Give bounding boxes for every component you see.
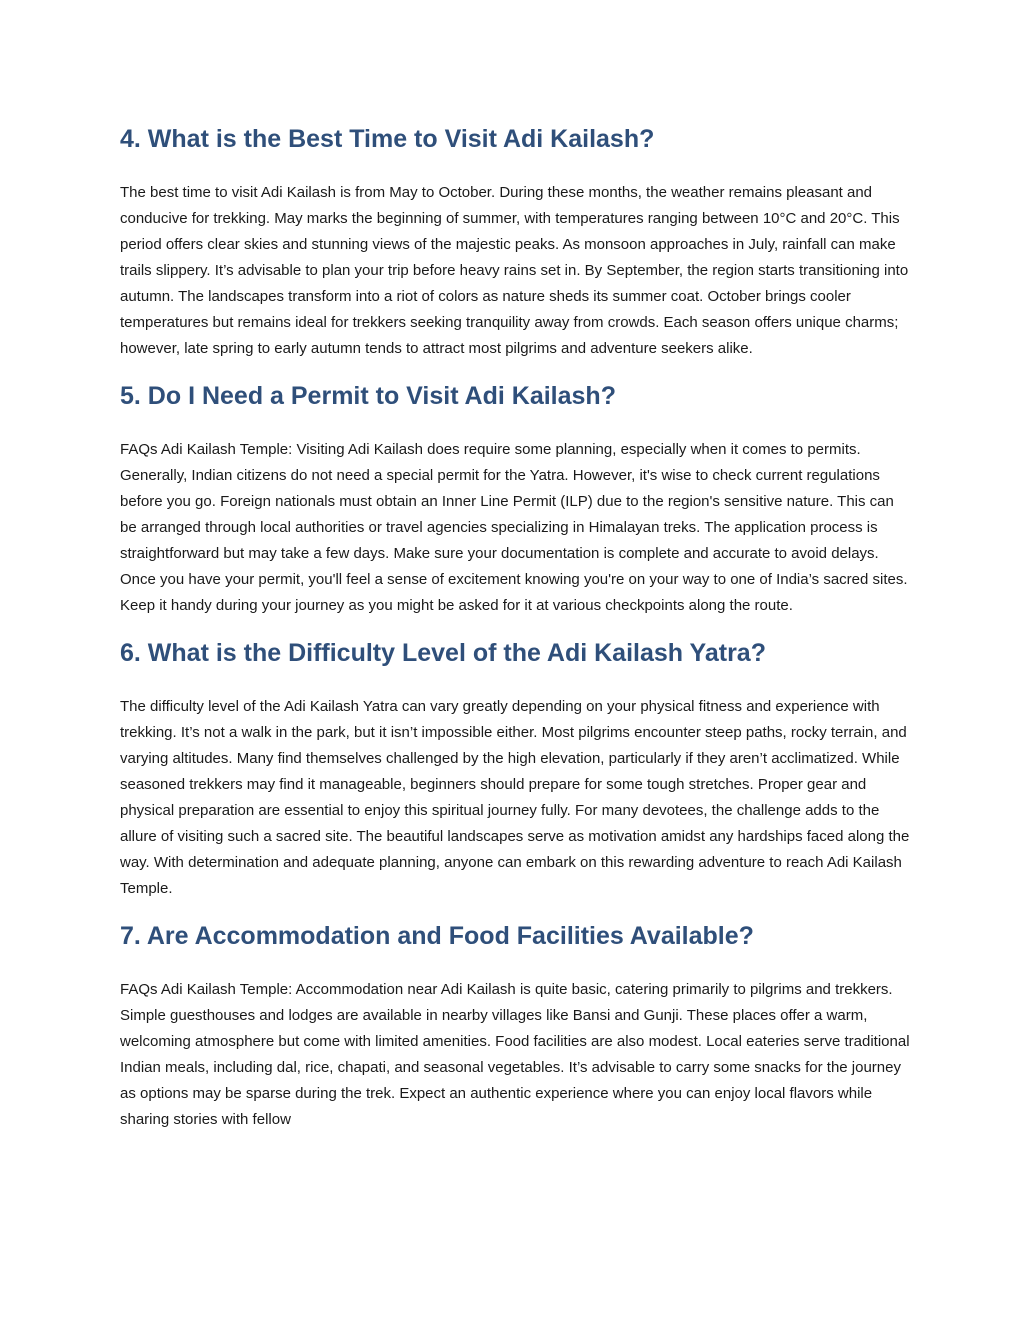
section-heading: 5. Do I Need a Permit to Visit Adi Kailash? xyxy=(120,382,616,410)
section-heading: 6. What is the Difficulty Level of the Adi Kailash Yatra? xyxy=(120,639,766,667)
section-body: The difficulty level of the Adi Kailash Yatra can vary greatly depending on your physical fitness and experience with trekking. It’s not a walk in the park, but it isn’t impossible either. Most pilgrims encounter steep paths, rocky terrain, and varying altitudes. Many find themselves challenged by the high elevation, particularly if they aren’t acclimatized. While seasoned trekkers may find it manageable, beginners should prepare for some tough stretches. Proper gear and physical preparation are essential to enjoy this spiritual journey fully. For many devotees, the challenge adds to the allure of visiting such a sacred site. The beautiful landscapes serve as motivation amidst any hardships faced along the way. With determination and adequate planning, anyone can embark on this rewarding adventure to reach Adi Kailash Temple. xyxy=(120,698,910,897)
faq-section-permit xyxy=(120,375,910,619)
section-heading: 4. What is the Best Time to Visit Adi Kailash? xyxy=(120,125,655,153)
section-body: FAQs Adi Kailash Temple: Visiting Adi Kailash does require some planning, especially when it comes to permits. Generally, Indian citizens do not need a special permit for the Yatra. However, it's wise to check current regulations before you go. Foreign nationals must obtain an Inner Line Permit (ILP) due to the region's sensitive nature. This can be arranged through local authorities or travel agencies specializing in Himalayan treks. The application process is straightforward but may take a few days. Make sure your documentation is complete and accurate to avoid delays. Once you have your permit, you'll feel a sense of excitement knowing you're on your way to one of India’s sacred sites. Keep it handy during your journey as you might be asked for it at various checkpoints along the route. xyxy=(120,441,908,614)
faq-section-accommodation xyxy=(120,915,910,1133)
section-heading: 7. Are Accommodation and Food Facilities Available? xyxy=(120,922,754,950)
faq-section-best-time xyxy=(120,118,910,362)
section-body: FAQs Adi Kailash Temple: Accommodation near Adi Kailash is quite basic, catering primarily to pilgrims and trekkers. Simple guesthouses and lodges are available in nearby villages like Bansi and Gunji. These places offer a warm, welcoming atmosphere but come with limited amenities. Food facilities are also modest. Local eateries serve traditional Indian meals, including dal, rice, chapati, and seasonal vegetables. It’s advisable to carry some snacks for the journey as options may be sparse during the trek. Expect an authentic experience where you can enjoy local flavors while sharing stories with fellow xyxy=(120,981,910,1128)
faq-section-difficulty xyxy=(120,632,910,902)
document-content xyxy=(120,118,910,1146)
section-body: The best time to visit Adi Kailash is from May to October. During these months, the weather remains pleasant and conducive for trekking. May marks the beginning of summer, with temperatures ranging between 10°C and 20°C. This period offers clear skies and stunning views of the majestic peaks. As monsoon approaches in July, rainfall can make trails slippery. It’s advisable to plan your trip before heavy rains set in. By September, the region starts transitioning into autumn. The landscapes transform into a riot of colors as nature sheds its summer coat. October brings cooler temperatures but remains ideal for trekkers seeking tranquility away from crowds. Each season offers unique charms; however, late spring to early autumn tends to attract most pilgrims and adventure seekers alike. xyxy=(120,184,909,357)
